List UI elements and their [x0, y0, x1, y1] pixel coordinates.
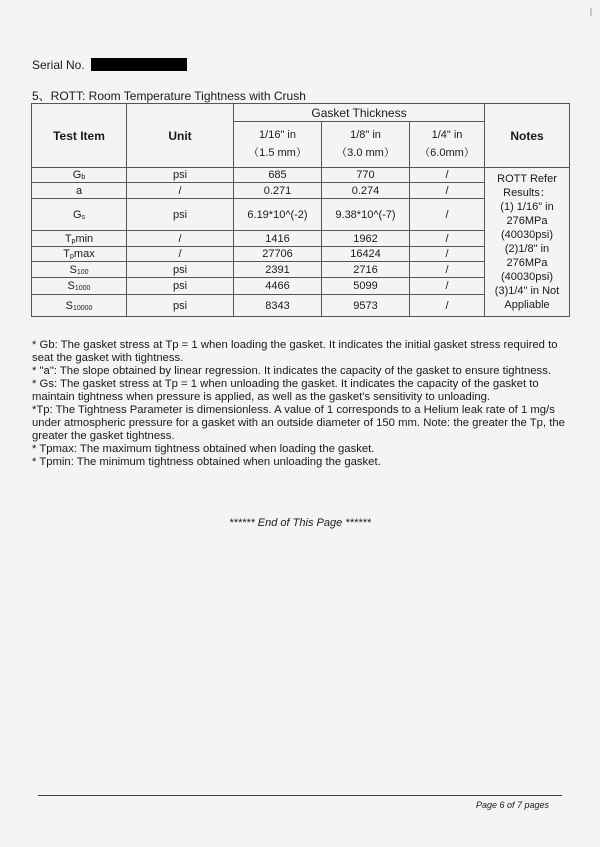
scan-edge-mark [590, 8, 592, 16]
cell-value: / [410, 168, 485, 183]
cell-value: 770 [322, 168, 410, 183]
header-thickness-3: 1/4" in （6.0mm） [410, 122, 485, 168]
cell-value: 685 [234, 168, 322, 183]
cell-test-item: S100 [32, 262, 127, 278]
cell-unit: psi [127, 199, 234, 231]
cell-unit: / [127, 183, 234, 199]
cell-test-item: Gs [32, 199, 127, 231]
footnote-gs: * Gs: The gasket stress at Tp = 1 when unloading the gasket. It indicates the capacity of the gasket to maintain tightness when pressure is applied, as well as the gasket's sensitivity to unloading. [32, 378, 539, 403]
cell-value: 4466 [234, 278, 322, 295]
footnote-tp: *Tp: The Tightness Parameter is dimensionless. A value of 1 corresponds to a Helium leak rate of 1 mg/s under atmospheric pressure for a gasket with an outside diameter of 150 mm. Note: the greater the Tp, the greater the gasket tightness. [32, 404, 565, 442]
cell-test-item: Gb [32, 168, 127, 183]
cell-unit: psi [127, 168, 234, 183]
cell-unit: / [127, 231, 234, 247]
footnote-tpmin: * Tpmin: The minimum tightness obtained when unloading the gasket. [32, 456, 381, 468]
cell-value: 2391 [234, 262, 322, 278]
end-of-page-marker: ****** End of This Page ****** [229, 517, 371, 529]
cell-test-item: Tpmin [32, 231, 127, 247]
header-unit: Unit [127, 104, 234, 168]
cell-value: 5099 [322, 278, 410, 295]
cell-unit: psi [127, 262, 234, 278]
cell-test-item: a [32, 183, 127, 199]
redacted-serial [91, 58, 187, 71]
header-thickness-1: 1/16" in （1.5 mm） [234, 122, 322, 168]
cell-value: / [410, 247, 485, 262]
header-test-item: Test Item [32, 104, 127, 168]
table-row [32, 168, 570, 183]
cell-value: / [410, 295, 485, 317]
cell-value: / [410, 262, 485, 278]
cell-value: 8343 [234, 295, 322, 317]
serial-label: Serial No. [32, 58, 85, 72]
header-notes: Notes [485, 104, 570, 168]
footnote-a: * "a": The slope obtained by linear regression. It indicates the capacity of the gasket to ensure tightness. [32, 365, 551, 377]
cell-value: / [410, 278, 485, 295]
cell-value: 16424 [322, 247, 410, 262]
cell-value: / [410, 183, 485, 199]
cell-unit: psi [127, 278, 234, 295]
notes-cell: ROTT Refer Results： (1) 1/16" in 276MPa (40030psi) (2)1/8" in 276MPa (40030psi) (3)1/4" in Not Appliable [485, 168, 570, 317]
cell-value: 0.271 [234, 183, 322, 199]
page-number: Page 6 of 7 pages [476, 800, 550, 810]
footnote-tpmax: * Tpmax: The maximum tightness obtained when loading the gasket. [32, 443, 375, 455]
header-gasket-thickness: Gasket Thickness [234, 104, 485, 122]
footnote-gb: * Gb: The gasket stress at Tp = 1 when loading the gasket. It indicates the initial gasket stress required to seat the gasket with tightness. [32, 339, 558, 364]
cell-test-item: S10000 [32, 295, 127, 317]
cell-value: / [410, 199, 485, 231]
cell-value: / [410, 231, 485, 247]
cell-test-item: S1000 [32, 278, 127, 295]
cell-value: 1416 [234, 231, 322, 247]
serial-line [32, 58, 187, 72]
cell-unit: psi [127, 295, 234, 317]
section-title: 5、ROTT: Room Temperature Tightness with Crush [32, 89, 306, 103]
cell-value: 6.19*10^(-2) [234, 199, 322, 231]
results-table [31, 103, 570, 317]
header-thickness-2: 1/8" in （3.0 mm） [322, 122, 410, 168]
footer-rule [38, 795, 562, 796]
cell-value: 1962 [322, 231, 410, 247]
cell-value: 9573 [322, 295, 410, 317]
cell-test-item: Tpmax [32, 247, 127, 262]
footnotes [32, 339, 566, 469]
cell-value: 2716 [322, 262, 410, 278]
cell-value: 9.38*10^(-7) [322, 199, 410, 231]
cell-value: 27706 [234, 247, 322, 262]
cell-value: 0.274 [322, 183, 410, 199]
cell-unit: / [127, 247, 234, 262]
